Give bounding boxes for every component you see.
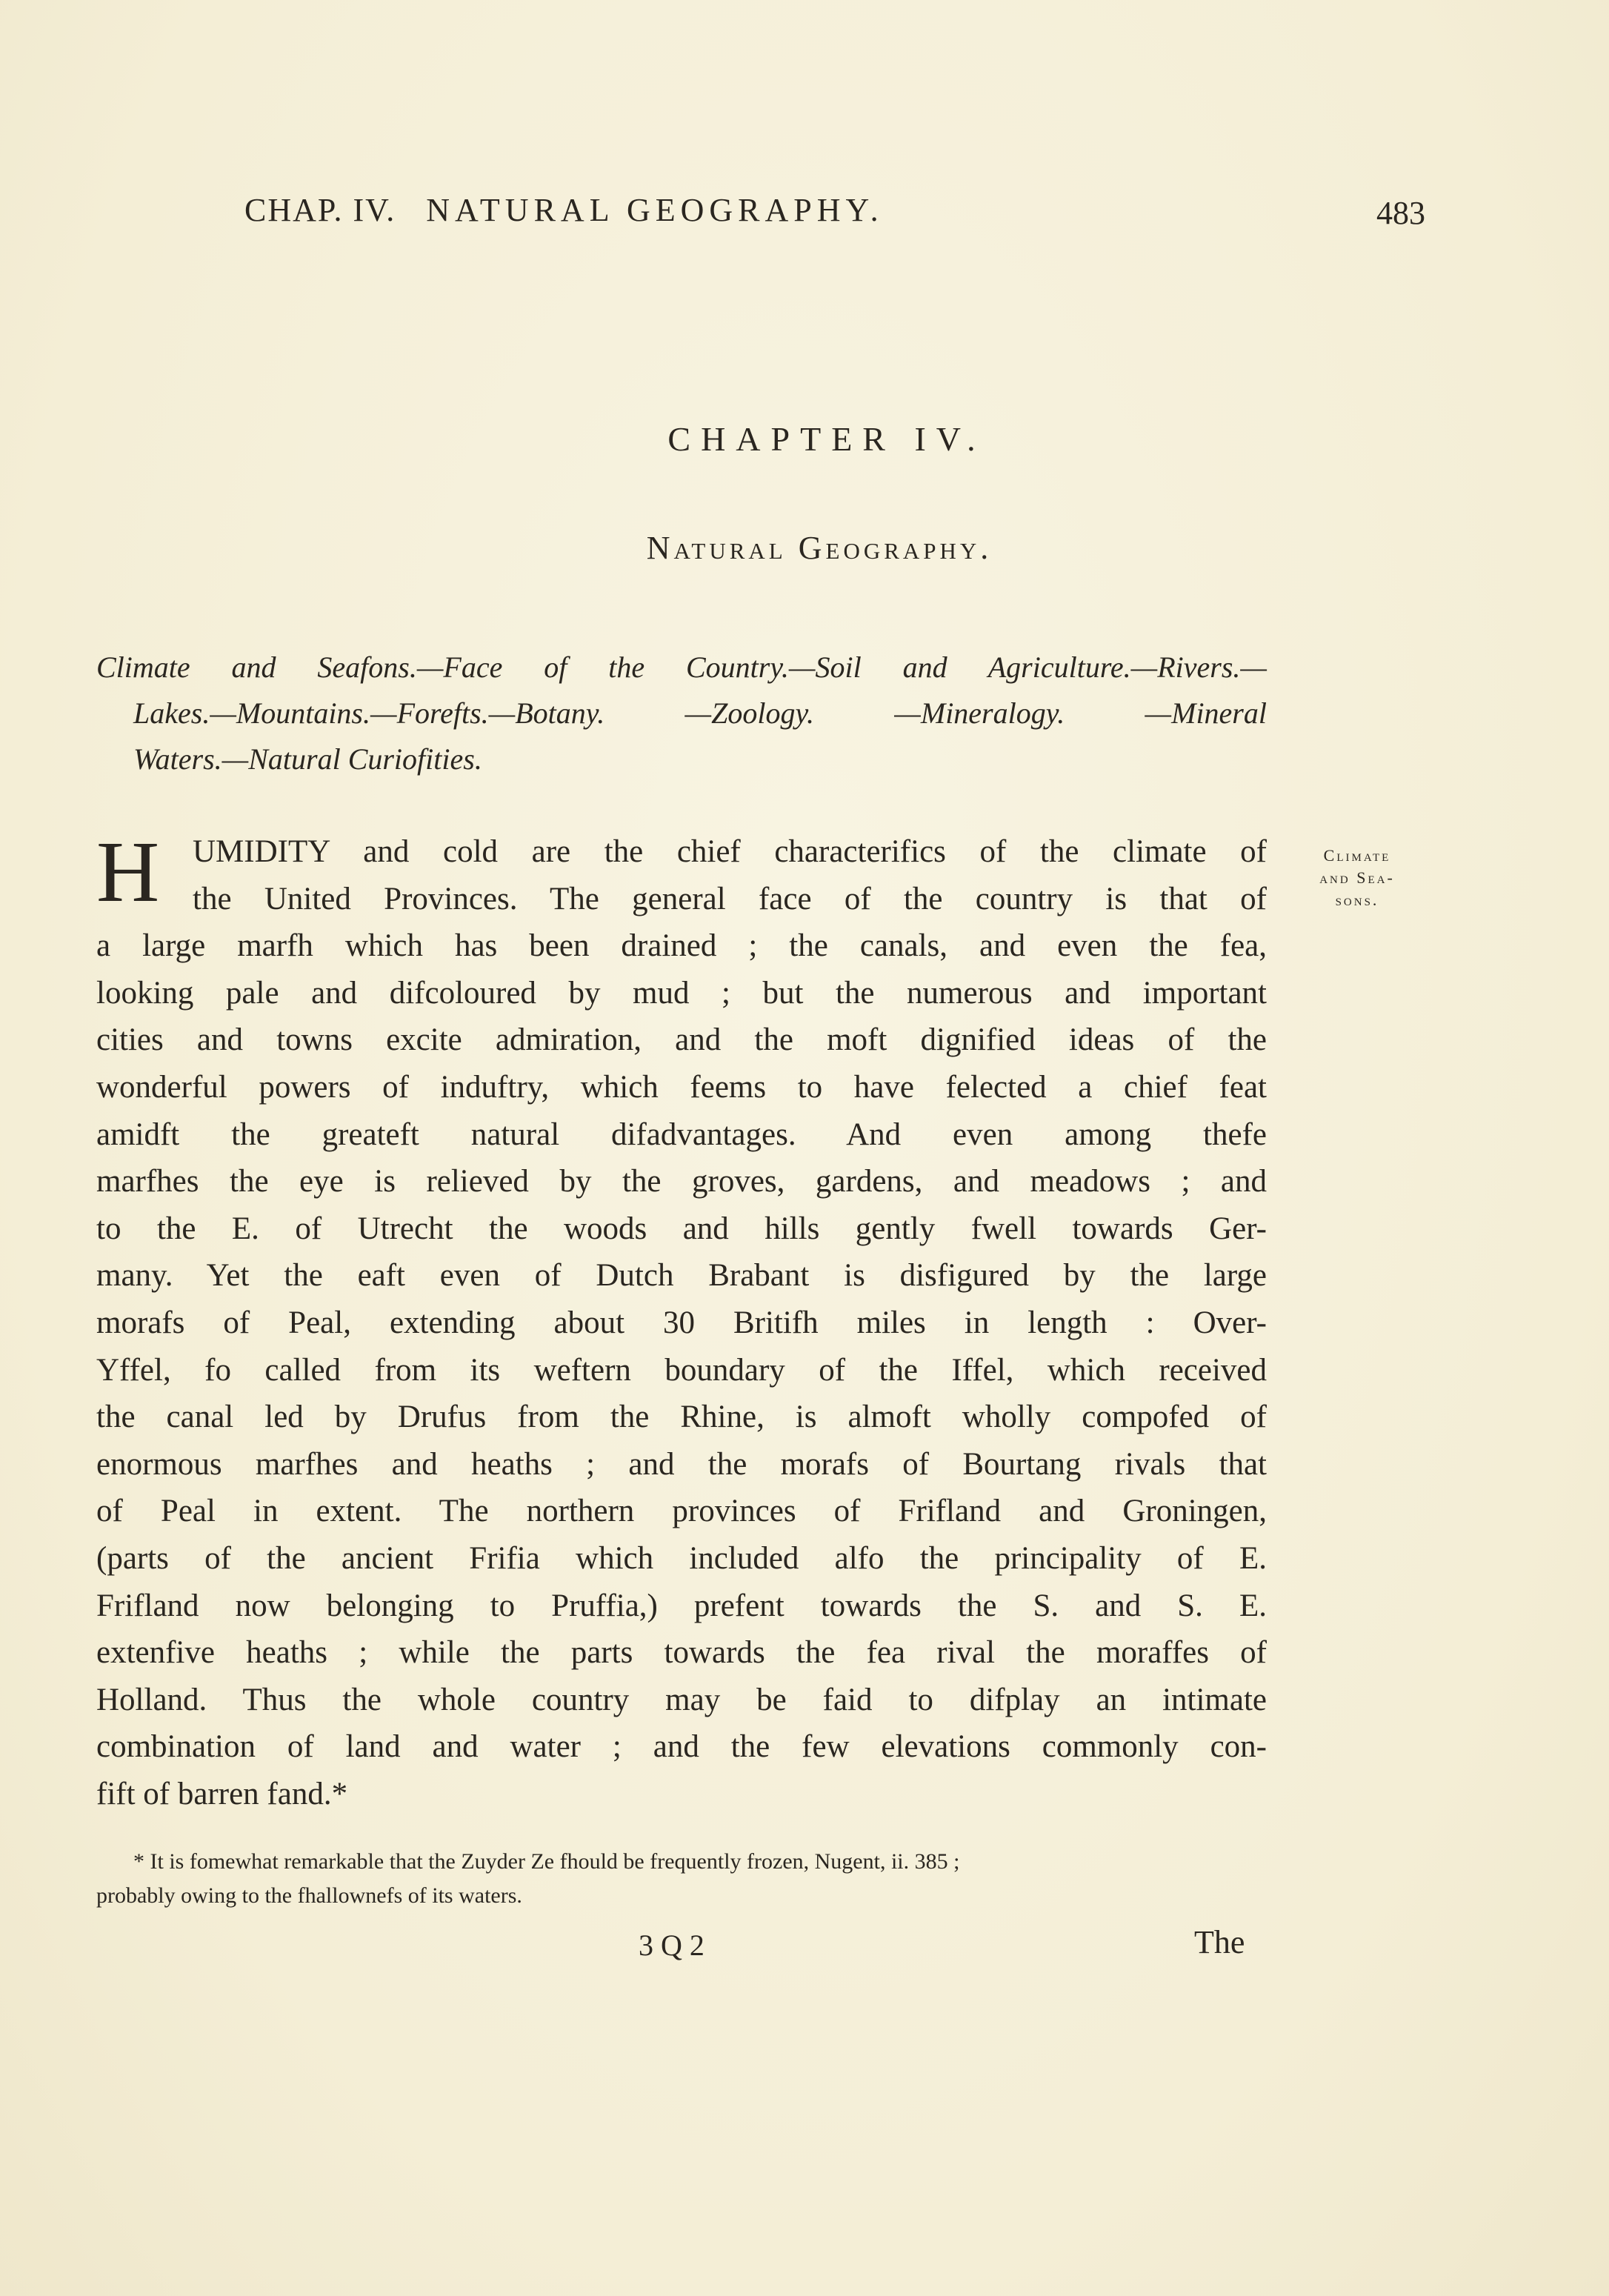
chapter-heading: CHAPTER IV. <box>667 420 986 458</box>
running-head-title: NATURAL GEOGRAPHY. <box>426 192 884 228</box>
drop-cap: H <box>96 823 160 920</box>
text-line: many. Yet the eaft even of Dutch Brabant is disfigured by the large <box>96 1258 1267 1294</box>
text-line: fift of barren fand.* <box>96 1776 348 1811</box>
text-line: enormous marfhes and heaths ; and the morafs of Bourtang rivals that <box>96 1446 1267 1482</box>
text-line: Holland. Thus the whole country may be faid to difplay an intimate <box>96 1682 1267 1717</box>
text-line: marfhes the eye is relieved by the groves, gardens, and meadows ; and <box>96 1164 1267 1199</box>
text-line: a large marfh which has been drained ; the canals, and even the fea, <box>96 928 1267 964</box>
body-paragraph <box>96 823 1267 1817</box>
text-line: the canal led by Drufus from the Rhine, is almoft wholly compofed of <box>96 1400 1267 1435</box>
text-line: amidft the greateft natural difadvantages. And even among thefe <box>96 1117 1267 1152</box>
margin-note-line: and Sea- <box>1319 868 1395 887</box>
text-line: Frifland now belonging to Pruffia,) prefent towards the S. and S. E. <box>96 1588 1267 1623</box>
text-line: of Peal in extent. The northern provinces of Frifland and Groningen, <box>96 1494 1267 1529</box>
margin-note <box>1298 845 1416 911</box>
margin-note-line: Climate <box>1323 846 1391 865</box>
text-line: combination of land and water ; and the few elevations commonly con- <box>96 1729 1267 1765</box>
running-head <box>244 191 1163 229</box>
footnote-line: probably owing to the fhallownefs of its waters. <box>96 1883 522 1908</box>
chapter-contents <box>96 645 1267 782</box>
text-line: Yffel, fo called from its weftern boundary of the Iffel, which received <box>96 1352 1267 1388</box>
printer-signature-mark: 3 Q 2 <box>639 1929 704 1962</box>
footnote <box>96 1845 1267 1913</box>
text-line: the United Provinces. The general face of the country is that of <box>193 881 1267 916</box>
text-line: morafs of Peal, extending about 30 Britifh miles in length : Over- <box>96 1305 1267 1340</box>
running-head-chapter: CHAP. IV. <box>244 192 396 228</box>
drop-cap-block <box>96 823 1267 922</box>
footnote-line: * It is fomewhat remarkable that the Zuyder Ze fhould be frequently frozen, Nugent, ii. 385 ; <box>133 1849 960 1874</box>
catchword: The <box>1194 1924 1245 1960</box>
contents-line: Lakes.—Mountains.—Forefts.—Botany. —Zoology. —Mineralogy. —Mineral <box>133 696 1267 730</box>
contents-line: Waters.—Natural Curiofities. <box>133 742 482 776</box>
text-line: UMIDITY and cold are the chief characterifics of the climate of <box>193 834 1267 869</box>
text-line: (parts of the ancient Frifia which included alfo the principality of E. <box>96 1540 1267 1576</box>
section-heading: Natural Geography. <box>646 530 993 566</box>
text-line: extenfive heaths ; while the parts towards the fea rival the moraffes of <box>96 1635 1267 1671</box>
text-line: to the E. of Utrecht the woods and hills gently fwell towards Ger- <box>96 1211 1267 1246</box>
page-number: 483 <box>1376 195 1425 231</box>
text-line: looking pale and difcoloured by mud ; but the numerous and important <box>96 975 1267 1011</box>
text-line: cities and towns excite admiration, and the moft dignified ideas of the <box>96 1022 1267 1058</box>
contents-line: Climate and Seafons.—Face of the Country.—Soil and Agriculture.—Rivers.— <box>96 650 1267 684</box>
margin-note-line: sons. <box>1335 891 1379 909</box>
text-line: wonderful powers of induftry, which feems to have felected a chief feat <box>96 1069 1267 1105</box>
